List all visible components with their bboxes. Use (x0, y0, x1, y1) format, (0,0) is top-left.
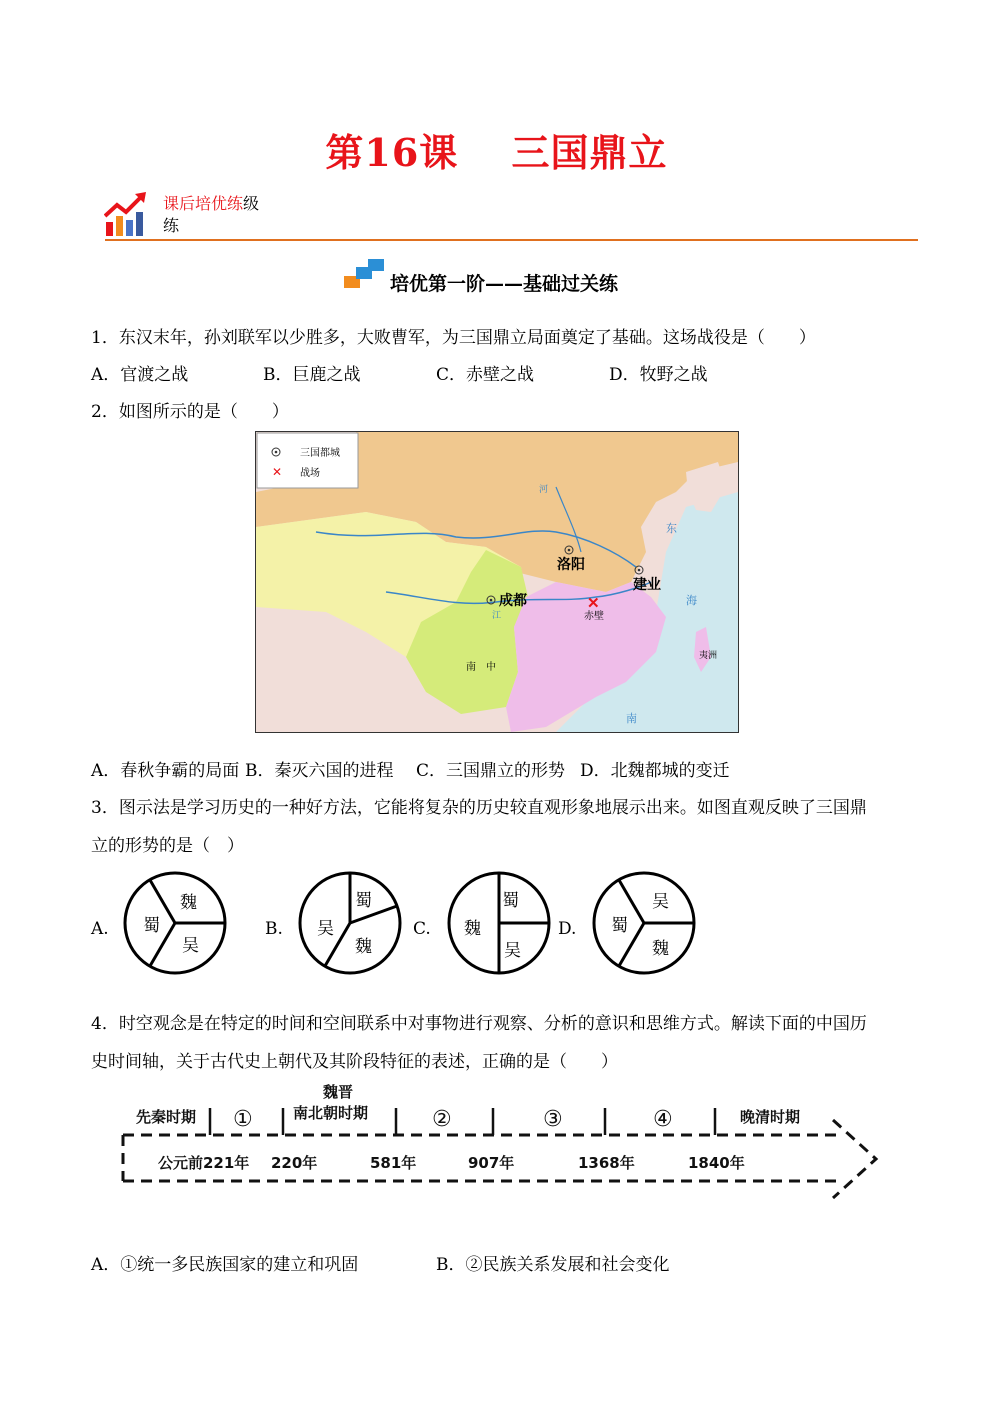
question-1-stem: 1．东汉末年，孙刘联军以少胜多，大败曹军，为三国鼎立局面奠定了基础。这场战役是（ ） (91, 328, 816, 348)
q4-option-a[interactable]: A．①统一多民族国家的建立和巩固 (91, 1255, 359, 1275)
q1-option-d[interactable]: D．牧野之战 (609, 365, 708, 385)
q3-option-c-pie[interactable] (446, 870, 552, 976)
map-label-he: 河 (539, 485, 549, 495)
q1-option-c[interactable]: C．赤壁之战 (436, 365, 535, 385)
timeline-period-3: ③ (543, 1107, 563, 1132)
q3-d-label-wei: 魏 (652, 939, 669, 959)
q3-option-b-letter[interactable]: B. (265, 919, 283, 939)
question-3-stem-line1: 3．图示法是学习历史的一种好方法，它能将复杂的历史较直观形象地展示出来。如图直观反映了三国鼎 (91, 798, 867, 818)
timeline-period-weijin: 魏晋 (323, 1083, 354, 1101)
q3-b-label-wu: 吴 (317, 919, 334, 939)
map-label-luoyang: 洛阳 (557, 557, 585, 573)
timeline-date-907: 907年 (468, 1154, 515, 1172)
question-3-stem-line2: 立的形势的是（ ） (91, 836, 244, 856)
brand-label: 课后培优练级 练 (163, 194, 260, 235)
map-label-nanzhong: 南 中 (466, 662, 496, 673)
q3-a-label-shu: 蜀 (143, 916, 160, 936)
q3-b-label-shu: 蜀 (355, 891, 372, 911)
q4-option-b[interactable]: B．②民族关系发展和社会变化 (436, 1255, 670, 1275)
q3-option-d-letter[interactable]: D. (558, 919, 577, 939)
q3-option-c-letter[interactable]: C. (413, 919, 431, 939)
steps-icon (342, 258, 388, 292)
map-label-dong: 东 (666, 522, 677, 535)
q3-option-a-letter[interactable]: A. (91, 919, 109, 939)
chibi-battle-icon: ✕ (587, 594, 600, 612)
timeline-period-nanbeichao: 南北朝时期 (293, 1104, 369, 1122)
q3-d-label-wu: 吴 (652, 892, 669, 912)
q3-c-label-wei: 魏 (464, 919, 481, 939)
q3-c-label-wu: 吴 (504, 941, 521, 961)
map-label-jianye: 建业 (633, 577, 661, 593)
map-label-nan: 南 (626, 712, 637, 725)
timeline-date-221bc: 公元前221年 (158, 1154, 250, 1172)
three-kingdoms-map (255, 431, 739, 733)
q2-option-a[interactable]: A．春秋争霸的局面 (91, 761, 240, 781)
q3-option-d-pie[interactable] (591, 870, 697, 976)
battlefield-legend-icon: ✕ (272, 465, 283, 479)
q3-b-label-wei: 魏 (355, 937, 372, 957)
timeline-date-1840: 1840年 (688, 1154, 745, 1172)
timeline-period-xianqin: 先秦时期 (136, 1108, 197, 1126)
q3-option-b-pie[interactable] (297, 870, 403, 976)
timeline-period-wanqing: 晚清时期 (740, 1108, 801, 1126)
header-divider (105, 239, 918, 241)
q2-option-d[interactable]: D．北魏都城的变迁 (580, 761, 730, 781)
q2-option-c[interactable]: C．三国鼎立的形势 (416, 761, 566, 781)
timeline-date-581: 581年 (370, 1154, 417, 1172)
map-label-chengdu: 成都 (499, 593, 527, 609)
q3-c-label-shu: 蜀 (502, 891, 519, 911)
map-label-yizhou: 夷洲 (699, 651, 718, 661)
timeline-period-4: ④ (653, 1107, 673, 1132)
q2-option-b[interactable]: B．秦灭六国的进程 (245, 761, 394, 781)
chart-logo-icon (104, 190, 152, 238)
q3-d-label-shu: 蜀 (611, 916, 628, 936)
map-label-hai: 海 (686, 594, 697, 607)
timeline-period-2: ② (432, 1107, 452, 1132)
timeline-period-1: ① (233, 1107, 253, 1132)
question-4-stem-line1: 4．时空观念是在特定的时间和空间联系中对事物进行观察、分析的意识和思维方式。解读下面的中国历 (91, 1014, 867, 1034)
map-label-chibi: 赤壁 (584, 611, 604, 622)
timeline-date-1368: 1368年 (578, 1154, 635, 1172)
q1-option-a[interactable]: A．官渡之战 (91, 365, 189, 385)
question-4-stem-line2: 史时间轴，关于古代史上朝代及其阶段特征的表述，正确的是（ ） (91, 1052, 618, 1072)
page-title: 第16课 三国鼎立 (325, 130, 668, 175)
legend-battlefield-label: 战场 (300, 468, 320, 479)
q1-option-b[interactable]: B．巨鹿之战 (263, 365, 361, 385)
q3-a-label-wu: 吴 (182, 936, 199, 956)
q3-a-label-wei: 魏 (180, 893, 197, 913)
q3-option-a-pie[interactable] (122, 870, 228, 976)
map-label-jiang: 江 (492, 611, 502, 621)
timeline-date-220: 220年 (271, 1154, 318, 1172)
question-2-stem: 2．如图所示的是（ ） (91, 402, 289, 422)
history-timeline (118, 1080, 888, 1200)
legend-capital-label: 三国都城 (300, 448, 340, 459)
